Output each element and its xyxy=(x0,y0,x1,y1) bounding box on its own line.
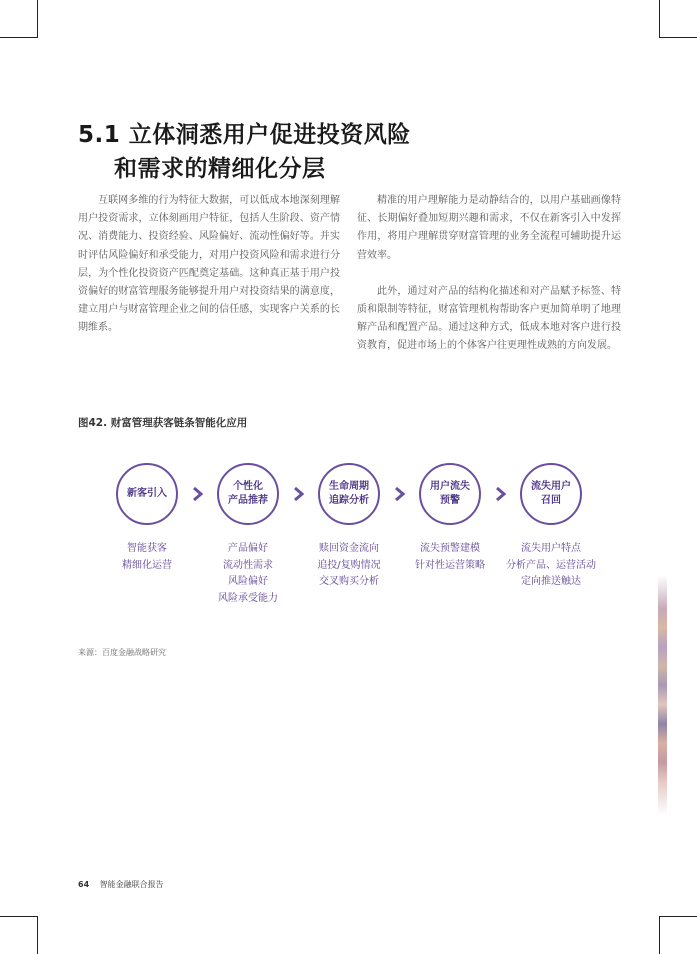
step-circle-new-customer xyxy=(116,463,178,525)
step-label: 个性化 xyxy=(233,481,263,492)
crop-mark xyxy=(37,916,38,954)
step-label: 用户流失 xyxy=(430,481,470,492)
description-line: 流失预警建模 xyxy=(420,543,480,554)
crop-mark xyxy=(37,0,38,38)
step-label: 预警 xyxy=(440,495,460,506)
step-circle-churn-warning xyxy=(419,463,481,525)
step-label: 生命周期 xyxy=(329,481,369,492)
step-label: 产品推荐 xyxy=(228,495,268,506)
chevron-right-icon xyxy=(494,486,508,502)
page-number: 64 xyxy=(78,880,90,889)
description-line: 分析产品、运营活动 xyxy=(506,559,596,571)
heading-line-2: 和需求的精细化分层 xyxy=(114,156,326,182)
step-label: 新客引入 xyxy=(127,488,167,499)
crop-mark xyxy=(659,916,697,917)
step-label: 流失用户 xyxy=(531,481,571,492)
description-line: 定向推送触达 xyxy=(521,576,581,587)
description-line: 风险偏好 xyxy=(228,576,268,587)
description-line: 风险承受能力 xyxy=(218,592,278,604)
chevron-right-icon xyxy=(292,486,306,502)
crop-mark xyxy=(659,37,697,38)
body-paragraph: 此外，通过对产品的结构化描述和对产品赋予标签、特质和限制等特征，财富管理机构帮助客户更加简单明了地理解产品和配置产品。通过这种方式，低成本地对客户进行投资教育，促进市场上的个体客户往更理性成熟的方向发展。 xyxy=(357,285,621,352)
step-label: 追踪分析 xyxy=(329,495,369,506)
figure-title: 图42. 财富管理获客链条智能化应用 xyxy=(78,417,248,429)
crop-mark xyxy=(0,916,38,917)
step-description-churn-recall xyxy=(496,541,606,591)
crop-mark xyxy=(659,916,660,954)
body-column-left xyxy=(78,192,340,356)
crop-mark xyxy=(659,0,660,38)
crop-mark xyxy=(0,37,38,38)
step-label: 召回 xyxy=(541,495,561,506)
body-column-right xyxy=(357,192,621,374)
figure-source: 来源：百度金融战略研究 xyxy=(78,648,166,657)
step-description-new-customer xyxy=(92,541,202,574)
description-line: 交叉购买分析 xyxy=(319,576,379,587)
report-name: 智能金融联合报告 xyxy=(99,880,164,889)
page-footer xyxy=(78,879,164,890)
step-description-personalized-recommendation xyxy=(193,541,303,607)
description-line: 智能获客 xyxy=(127,543,167,554)
description-line: 追投/复购情况 xyxy=(317,559,381,571)
heading-line-1: 5.1 立体洞悉用户促进投资风险 xyxy=(78,122,411,148)
step-circle-churn-recall xyxy=(520,463,582,525)
description-line: 产品偏好 xyxy=(228,543,268,554)
section-heading xyxy=(78,118,411,186)
body-paragraph: 互联网多维的行为特征大数据，可以低成本地深刻理解用户投资需求，立体刻画用户特征，包括人生阶段、资产情况、消费能力、投资经验、风险偏好、流动性偏好等。并实时评估风险偏好和承受能力，对用户投资风险和需求进行分层，为个性化投资资产匹配奠定基础。这种真正基于用户投资偏好的财富管理服务能够提升用户对投资结果的满意度，建立用户与财富管理企业之间的信任感，实现客户关系的长期维系。 xyxy=(78,195,340,334)
description-line: 针对性运营策略 xyxy=(415,559,485,571)
step-description-churn-warning xyxy=(395,541,505,574)
description-line: 流失用户特点 xyxy=(521,543,581,554)
decorative-side-strip xyxy=(658,575,667,815)
step-description-lifecycle-tracking xyxy=(294,541,404,591)
chevron-right-icon xyxy=(393,486,407,502)
description-line: 精细化运营 xyxy=(122,559,172,571)
description-line: 流动性需求 xyxy=(223,559,273,571)
body-paragraph: 精准的用户理解能力是动静结合的，以用户基础画像特征、长期偏好叠加短期兴趣和需求，不仅在新客引入中发挥作用，将用户理解贯穿财富管理的业务全流程可辅助提升运营效率。 xyxy=(357,195,621,261)
step-circle-lifecycle-tracking xyxy=(318,463,380,525)
chevron-right-icon xyxy=(191,486,205,502)
step-circle-personalized-recommendation xyxy=(217,463,279,525)
description-line: 赎回资金流向 xyxy=(319,543,379,554)
